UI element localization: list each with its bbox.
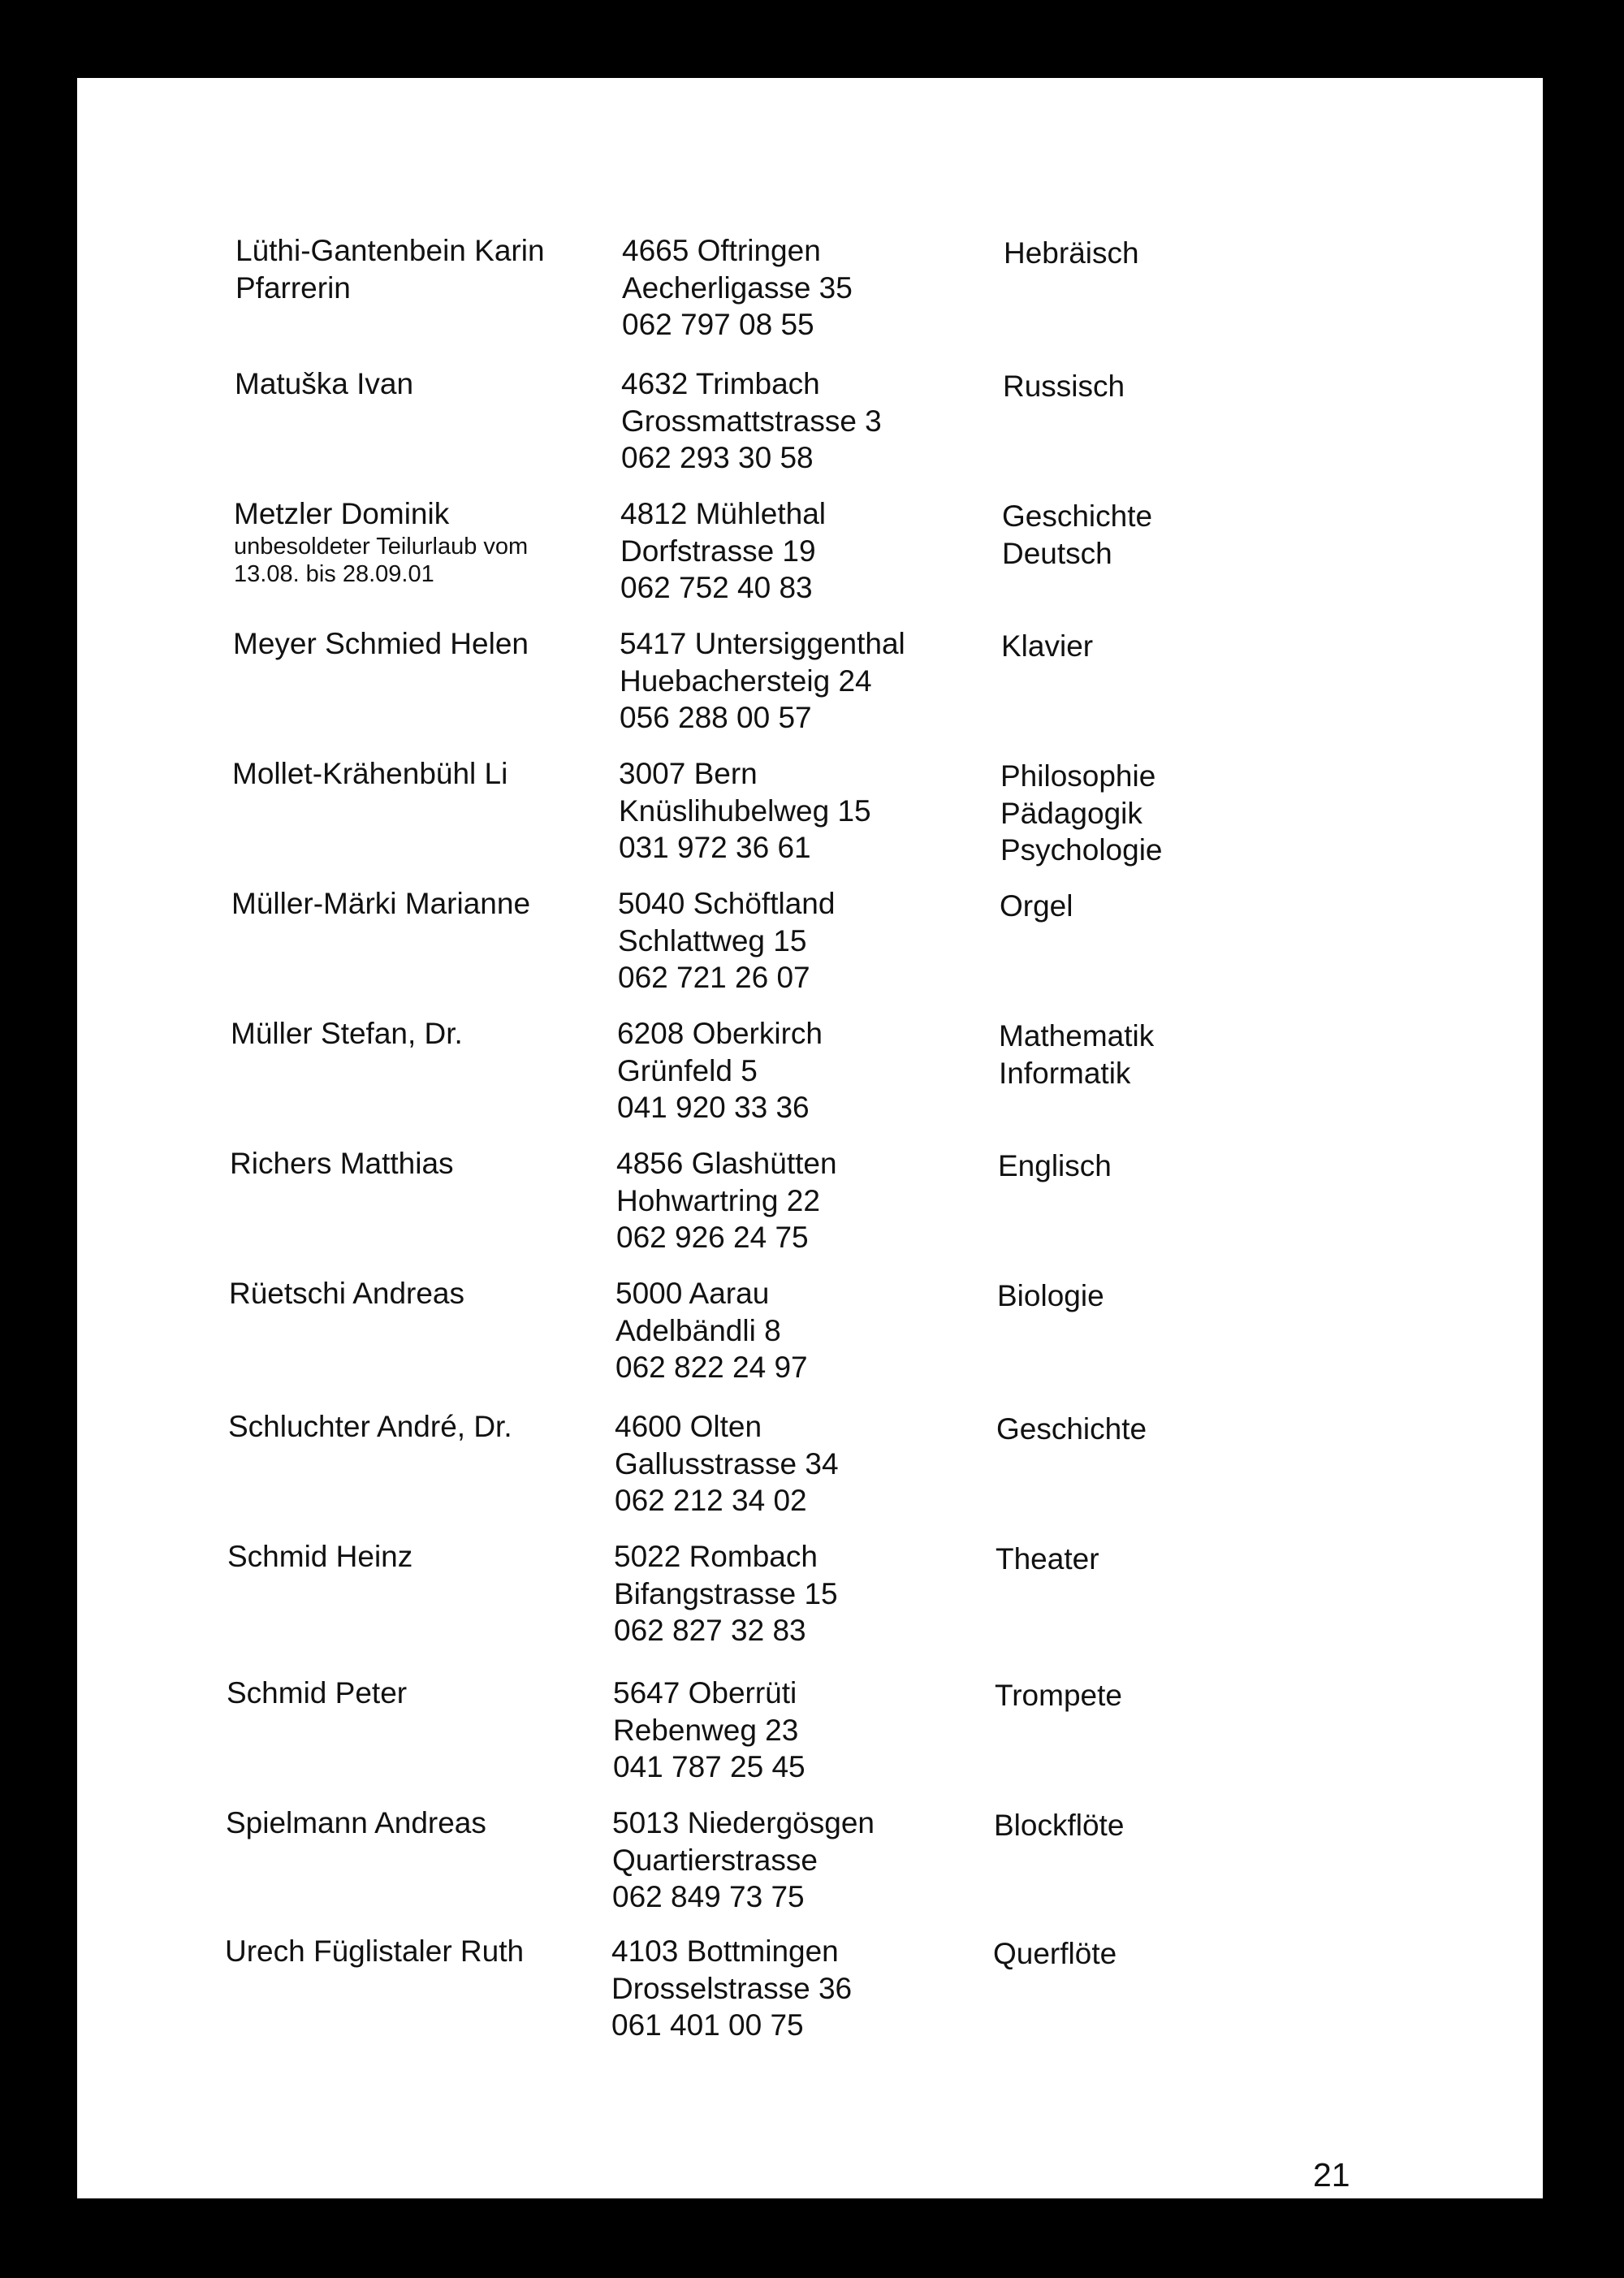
street: Quartierstrasse xyxy=(612,1843,818,1877)
entry-subject-column xyxy=(998,1148,1371,1185)
subject: Klavier xyxy=(1001,629,1094,663)
street: Huebachersteig 24 xyxy=(620,664,872,698)
entry-name-column xyxy=(230,1145,603,1182)
entry-name-column xyxy=(232,755,606,793)
subject: Philosophie xyxy=(1000,759,1156,793)
phone: 062 926 24 75 xyxy=(616,1221,809,1254)
subject: Trompete xyxy=(995,1679,1122,1712)
person-name: Matuška Ivan xyxy=(235,367,414,400)
person-name: Schluchter André, Dr. xyxy=(228,1410,512,1443)
postal-town: 4665 Oftringen xyxy=(622,234,821,267)
phone: 062 212 34 02 xyxy=(615,1484,807,1517)
subject: Russisch xyxy=(1003,370,1125,403)
subject: Orgel xyxy=(1000,889,1073,923)
postal-town: 5647 Oberrüti xyxy=(613,1676,797,1710)
person-name: Schmid Peter xyxy=(227,1676,408,1710)
entry-address-column xyxy=(613,1675,987,1786)
street: Schlattweg 15 xyxy=(618,923,807,957)
subject: Englisch xyxy=(998,1149,1112,1182)
person-name: Müller Stefan, Dr. xyxy=(231,1017,463,1050)
street: Gallusstrasse 34 xyxy=(615,1446,839,1480)
person-name: Lüthi-Gantenbein Karin xyxy=(235,234,545,267)
subject: Geschichte xyxy=(1002,499,1153,533)
phone: 062 827 32 83 xyxy=(614,1614,806,1647)
entry-address-column xyxy=(612,1805,986,1916)
person-name: Mollet-Krähenbühl Li xyxy=(232,757,508,790)
subject: Geschichte xyxy=(996,1412,1147,1446)
entry-name-column xyxy=(229,1275,603,1312)
person-name: Spielmann Andreas xyxy=(226,1806,486,1839)
entry-subject-column xyxy=(1000,888,1373,925)
street: Grünfeld 5 xyxy=(617,1053,758,1087)
postal-town: 4812 Mühlethal xyxy=(620,497,827,530)
postal-town: 5000 Aarau xyxy=(615,1277,770,1310)
entry-address-column xyxy=(614,1538,987,1649)
subject: Theater xyxy=(996,1542,1099,1576)
postal-town: 5022 Rombach xyxy=(614,1540,818,1573)
entry-name-column xyxy=(228,1408,602,1446)
postal-town: 5040 Schöftland xyxy=(618,887,836,920)
phone: 062 721 26 07 xyxy=(618,961,810,994)
person-name: Richers Matthias xyxy=(230,1147,454,1180)
entry-name-column xyxy=(233,625,607,663)
entry-name-column xyxy=(231,1015,604,1053)
postal-town: 4103 Bottmingen xyxy=(611,1934,839,1968)
entry-name-column xyxy=(231,885,605,923)
postal-town: 4632 Trimbach xyxy=(621,367,820,400)
street: Dorfstrasse 19 xyxy=(620,534,816,568)
person-name: Müller-Märki Marianne xyxy=(231,887,531,920)
entry-subject-column xyxy=(1002,498,1376,572)
person-title: Pfarrerin xyxy=(235,270,351,305)
phone: 062 849 73 75 xyxy=(612,1880,805,1913)
entry-address-column xyxy=(621,365,995,477)
entry-subject-column xyxy=(995,1677,1368,1714)
entry-subject-column xyxy=(996,1541,1369,1578)
subject: Informatik xyxy=(999,1056,1131,1090)
phone: 041 787 25 45 xyxy=(613,1750,806,1783)
street: Hohwartring 22 xyxy=(616,1183,820,1217)
subject: Pädagogik xyxy=(1000,796,1142,830)
phone: 062 822 24 97 xyxy=(615,1351,808,1384)
phone: 056 288 00 57 xyxy=(620,701,812,734)
entry-name-column xyxy=(235,365,608,403)
entry-subject-column xyxy=(996,1411,1370,1448)
street: Rebenweg 23 xyxy=(613,1713,799,1747)
entry-name-column xyxy=(226,1805,599,1842)
phone: 062 293 30 58 xyxy=(621,441,814,474)
entry-name-column xyxy=(225,1933,598,1970)
entry-subject-column xyxy=(997,1277,1371,1315)
entry-subject-column xyxy=(1004,235,1377,272)
entry-subject-column xyxy=(1001,628,1375,665)
entry-address-column xyxy=(615,1275,989,1386)
street: Aecherligasse 35 xyxy=(622,270,853,305)
street: Grossmattstrasse 3 xyxy=(621,404,882,438)
entry-address-column xyxy=(615,1408,988,1519)
subject: Biologie xyxy=(997,1279,1104,1312)
person-name: Schmid Heinz xyxy=(227,1540,413,1573)
entry-address-column xyxy=(620,495,994,607)
entry-subject-column xyxy=(994,1807,1367,1844)
entry-subject-column xyxy=(999,1018,1372,1091)
phone: 041 920 33 36 xyxy=(617,1091,810,1124)
street: Knüslihubelweg 15 xyxy=(619,793,871,828)
subject: Querflöte xyxy=(993,1937,1117,1970)
leave-note: unbesoldeter Teilurlaub vom xyxy=(234,533,529,560)
entry-subject-column xyxy=(1000,758,1374,869)
entry-address-column xyxy=(616,1145,990,1256)
person-name: Meyer Schmied Helen xyxy=(233,627,529,660)
entry-address-column xyxy=(618,885,991,996)
entry-name-column xyxy=(227,1675,600,1712)
document-page xyxy=(77,78,1543,2198)
postal-town: 5013 Niedergösgen xyxy=(612,1806,875,1839)
page-number: 21 xyxy=(1313,2156,1350,2194)
leave-dates: 13.08. bis 28.09.01 xyxy=(234,560,434,587)
person-name: Urech Füglistaler Ruth xyxy=(225,1934,525,1968)
subject: Mathematik xyxy=(999,1019,1155,1053)
entry-subject-column xyxy=(993,1935,1367,1973)
entry-address-column xyxy=(619,755,992,867)
postal-town: 6208 Oberkirch xyxy=(617,1017,823,1050)
subject: Hebräisch xyxy=(1004,236,1139,270)
entry-name-column xyxy=(234,495,607,588)
subject: Deutsch xyxy=(1002,536,1112,570)
street: Bifangstrasse 15 xyxy=(614,1576,838,1610)
phone: 062 797 08 55 xyxy=(622,308,814,341)
entry-address-column xyxy=(622,232,996,344)
person-name: Rüetschi Andreas xyxy=(229,1277,465,1310)
subject: Blockflöte xyxy=(994,1809,1125,1842)
postal-town: 4600 Olten xyxy=(615,1410,762,1443)
phone: 061 401 00 75 xyxy=(611,2008,804,2042)
street: Drosselstrasse 36 xyxy=(611,1971,853,2005)
phone: 031 972 36 61 xyxy=(619,831,811,864)
entry-subject-column xyxy=(1003,368,1376,405)
person-name: Metzler Dominik xyxy=(234,497,450,530)
postal-town: 4856 Glashütten xyxy=(616,1147,837,1180)
entry-address-column xyxy=(611,1933,985,2044)
subject: Psychologie xyxy=(1000,833,1163,867)
entry-address-column xyxy=(620,625,993,737)
phone: 062 752 40 83 xyxy=(620,571,813,604)
entry-name-column xyxy=(235,232,609,306)
postal-town: 3007 Bern xyxy=(619,757,758,790)
street: Adelbändli 8 xyxy=(615,1313,781,1347)
entry-address-column xyxy=(617,1015,991,1126)
postal-town: 5417 Untersiggenthal xyxy=(620,627,905,660)
entry-name-column xyxy=(227,1538,601,1576)
